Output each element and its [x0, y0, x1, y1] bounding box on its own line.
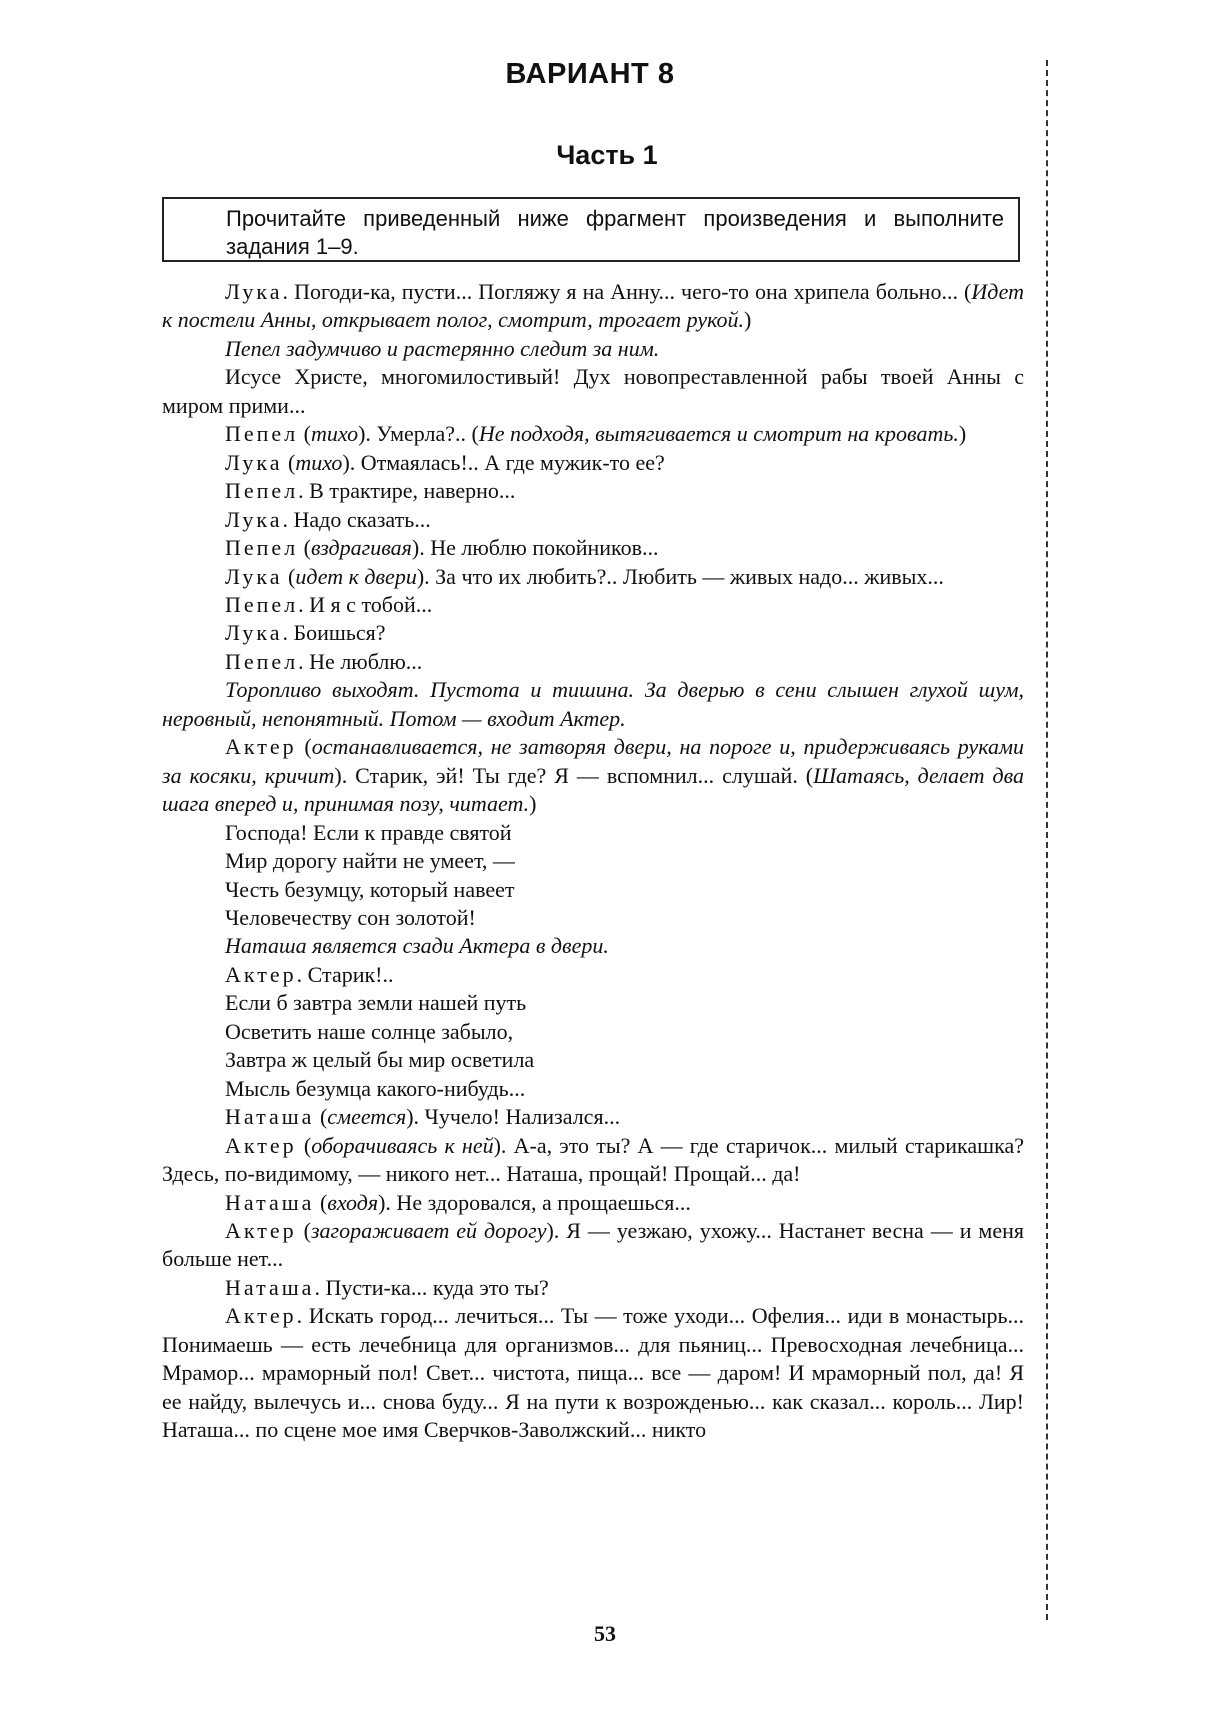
stage-direction: смеется [327, 1104, 407, 1130]
dialogue-text: ). За что их любить?.. Любить — живых надо... живых... [416, 563, 944, 589]
verse-line [162, 989, 1024, 1017]
speaker-name: Лука [225, 506, 283, 532]
stage-direction: останавливается, не затворяя двери, на пороге и, придерживаясь руками за косяки, кричит [162, 734, 1024, 788]
speaker-name: Пепел [225, 421, 299, 447]
speaker-name: Лука [225, 279, 283, 304]
dialogue-text: ( [298, 535, 311, 561]
speaker-name: Лука [225, 449, 283, 475]
paragraph [162, 449, 1024, 477]
dialogue-text: ( [282, 449, 296, 475]
stage-direction: Не подходя, вытягивается и смотрит на кровать. [478, 421, 959, 447]
speaker-name: Пепел [225, 478, 299, 504]
speaker-name: Актер [225, 1132, 297, 1158]
dialogue-text: . В трактире, наверно... [298, 478, 516, 504]
stage-direction: Идет к постели Анны, открывает полог, смотрит, трогает рукой. [162, 279, 1024, 333]
stage-direction: Пепел задумчиво и растерянно следит за ним. [225, 335, 660, 361]
dialogue-text: ). Умерла?.. ( [358, 421, 479, 447]
dialogue-text: . Старик!.. [296, 961, 394, 987]
paragraph [162, 591, 1024, 619]
paragraph [162, 648, 1024, 676]
verse-line [162, 1046, 1024, 1074]
speaker-name: Пепел [225, 535, 299, 561]
dialogue-text: ). Чучело! Нализался... [406, 1104, 621, 1130]
stage-direction: оборачиваясь к ней [311, 1132, 494, 1158]
speaker-name: Актер [225, 961, 297, 987]
dialogue-text: . Не люблю... [298, 648, 423, 674]
dialogue-text: ). Старик, эй! Ты где? Я — вспомнил... слушай. ( [334, 762, 814, 788]
dialogue-text: . Пусти-ка... куда это ты? [314, 1274, 549, 1300]
speaker-name: Наташа [225, 1274, 315, 1300]
verse-line [162, 1075, 1024, 1103]
part-heading: Часть 1 [556, 140, 658, 170]
dialogue-text: ). Я — уезжаю, ухожу... Настанет весна — и меня больше нет... [162, 1217, 1024, 1272]
paragraph [162, 1274, 1024, 1302]
dialogue-text: . Погоди-ка, пусти... Погляжу я на Анну... чего-то она хрипела больно... ( [282, 279, 972, 304]
speaker-name: Наташа [225, 1189, 315, 1215]
dialogue-text: Господа! Если к правде святой [225, 819, 512, 845]
dialogue-text: ( [314, 1189, 328, 1215]
stage-direction: Шатаясь, делает два шага вперед и, принимая позу, читает. [162, 762, 1024, 817]
dialogue-text: ( [282, 563, 296, 589]
dialogue-text: Исусе Христе, многомилостивый! Дух новопреставленной рабы твоей Анны с миром прими... [162, 364, 1024, 418]
paragraph [162, 1217, 1024, 1274]
stage-direction: Наташа является сзади Актера в двери. [225, 933, 609, 959]
dialogue-text: Если б завтра земли нашей путь [225, 990, 527, 1016]
speaker-name: Пепел [225, 648, 299, 674]
dialogue-text: Мысль безумца какого-нибудь... [225, 1075, 526, 1101]
speaker-name: Наташа [225, 1104, 315, 1130]
stage-direction: вздрагивая [311, 535, 412, 561]
dialogue-text: Человечеству сон золотой! [225, 904, 476, 930]
dialogue-text: . Надо сказать... [282, 506, 431, 532]
cut-line [1046, 60, 1048, 1620]
verse-line [162, 904, 1024, 932]
verse-line [162, 847, 1024, 875]
paragraph [162, 534, 1024, 562]
stage-direction: тихо [311, 421, 359, 447]
paragraph [162, 619, 1024, 647]
paragraph [162, 563, 1024, 591]
verse-line [162, 1018, 1024, 1046]
dialogue-text: . И я с тобой... [298, 591, 433, 617]
speaker-name: Пепел [225, 591, 299, 617]
speaker-name: Лука [225, 563, 283, 589]
verse-line [162, 961, 1024, 989]
dialogue-text: Завтра ж целый бы мир осветила [225, 1047, 535, 1073]
paragraph [162, 363, 1024, 420]
dialogue-text: ( [296, 734, 312, 760]
dialogue-text: . Искать город... лечиться... Ты — тоже уходи... Офелия... иди в монастырь... Понимаешь — есть лечебница для организмов... для пьяниц... Превосходная лечебница... Мрамор... мраморный пол! Свет... чистота, пища... все — даром! И мраморный пол, да! Я ее найду, вылечусь и... снова буду... Я на пути к возрожденью... как сказал... король... Лир! Наташа... по сцене мое имя Сверчков-Заволжский... никто [162, 1303, 1024, 1443]
play-excerpt [162, 278, 1024, 1445]
paragraph [162, 506, 1024, 534]
dialogue-text: ). Не здоровался, а прощаешься... [378, 1189, 691, 1215]
speaker-name: Лука [225, 620, 283, 646]
verse-line [162, 876, 1024, 904]
paragraph [162, 420, 1024, 448]
stage-direction: идет к двери [295, 563, 417, 589]
paragraph [162, 335, 1024, 363]
stage-direction: Торопливо выходят. Пустота и тишина. За дверью в сени слышен глухой шум, неровный, непонятный. Потом — входит Актер. [162, 677, 1024, 731]
speaker-name: Актер [225, 1217, 297, 1243]
page-number: 53 [594, 1621, 616, 1646]
dialogue-text: Мир дорогу найти не умеет, — [225, 848, 515, 874]
dialogue-text: ). Отмаялась!.. А где мужик-то ее? [342, 449, 665, 475]
paragraph [162, 1132, 1024, 1189]
dialogue-text: ) [958, 421, 967, 447]
paragraph [162, 1103, 1024, 1131]
paragraph [162, 278, 1024, 335]
dialogue-text: ( [298, 421, 311, 447]
stage-direction: загораживает ей дорогу [310, 1217, 547, 1243]
dialogue-text: ( [296, 1217, 311, 1243]
paragraph [162, 733, 1024, 818]
dialogue-text: ( [296, 1132, 312, 1158]
dialogue-text: ) [744, 307, 752, 333]
verse-line [162, 932, 1024, 960]
paragraph [162, 1302, 1024, 1444]
paragraph [162, 1189, 1024, 1217]
speaker-name: Актер [225, 734, 297, 760]
dialogue-text: Честь безумцу, который навеет [225, 876, 515, 902]
dialogue-text: ). А-а, это ты? А — где старичок... милый старикашка? Здесь, по-видимому, — никого нет... Наташа, прощай! Прощай... да! [162, 1132, 1025, 1187]
dialogue-text: ) [529, 791, 537, 817]
variant-title: ВАРИАНТ 8 [505, 58, 675, 90]
instruction-box: Прочитайте приведенный ниже фрагмент произведения и выполните задания 1–9. [162, 197, 1020, 262]
paragraph [162, 477, 1024, 505]
speaker-name: Актер [225, 1303, 297, 1329]
stage-direction: тихо [295, 449, 343, 475]
verse-line [162, 819, 1024, 847]
dialogue-text: ). Не люблю покойников... [411, 535, 659, 561]
paragraph [162, 676, 1024, 733]
dialogue-text: . Боишься? [282, 620, 386, 646]
dialogue-text: ( [314, 1104, 328, 1130]
dialogue-text: Осветить наше солнце забыло, [225, 1018, 514, 1044]
stage-direction: входя [327, 1189, 379, 1215]
